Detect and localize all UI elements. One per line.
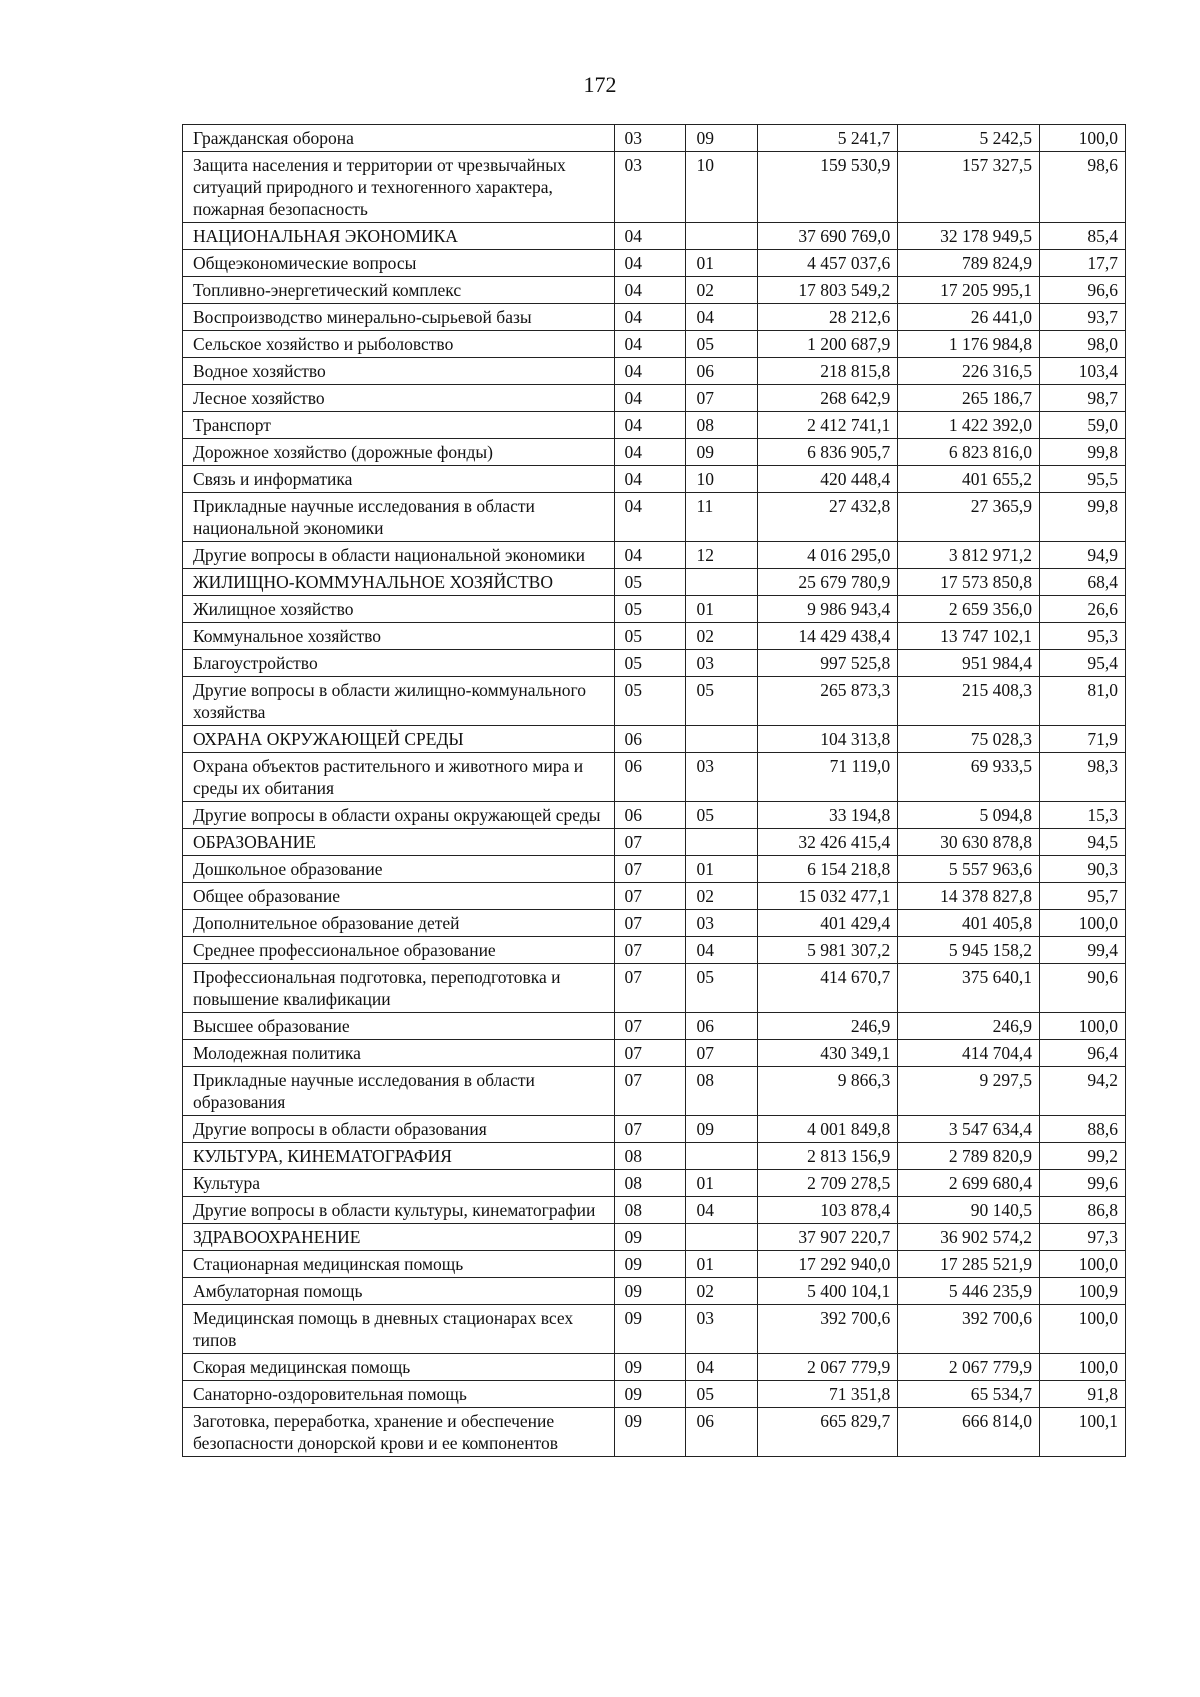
section-code-cell: 07 <box>614 1040 686 1067</box>
table-row <box>183 1354 1126 1381</box>
table-row <box>183 1408 1126 1457</box>
actual-amount-cell: 6 823 816,0 <box>898 439 1040 466</box>
planned-amount-cell: 159 530,9 <box>758 152 898 223</box>
execution-percent-cell: 68,4 <box>1040 569 1126 596</box>
table-row <box>183 677 1126 726</box>
table-row <box>183 304 1126 331</box>
planned-amount-cell: 2 709 278,5 <box>758 1170 898 1197</box>
subsection-code-cell: 03 <box>686 753 758 802</box>
execution-percent-cell: 98,6 <box>1040 152 1126 223</box>
row-name-cell: НАЦИОНАЛЬНАЯ ЭКОНОМИКА <box>183 223 615 250</box>
table-row <box>183 125 1126 152</box>
planned-amount-cell: 6 836 905,7 <box>758 439 898 466</box>
table-row <box>183 1381 1126 1408</box>
table-row <box>183 1040 1126 1067</box>
table-row <box>183 277 1126 304</box>
execution-percent-cell: 90,3 <box>1040 856 1126 883</box>
execution-percent-cell: 94,2 <box>1040 1067 1126 1116</box>
subsection-code-cell: 08 <box>686 412 758 439</box>
section-code-cell: 04 <box>614 542 686 569</box>
section-code-cell: 04 <box>614 250 686 277</box>
subsection-code-cell: 01 <box>686 596 758 623</box>
section-code-cell: 07 <box>614 856 686 883</box>
actual-amount-cell: 414 704,4 <box>898 1040 1040 1067</box>
row-name-cell: Амбулаторная помощь <box>183 1278 615 1305</box>
planned-amount-cell: 265 873,3 <box>758 677 898 726</box>
row-name-cell: Водное хозяйство <box>183 358 615 385</box>
actual-amount-cell: 246,9 <box>898 1013 1040 1040</box>
table-row <box>183 650 1126 677</box>
table-row <box>183 856 1126 883</box>
subsection-code-cell: 04 <box>686 1354 758 1381</box>
budget-table <box>182 124 1126 1457</box>
actual-amount-cell: 5 094,8 <box>898 802 1040 829</box>
section-code-cell: 07 <box>614 910 686 937</box>
row-name-cell: Заготовка, переработка, хранение и обеспечение безопасности донорской крови и ее компонентов <box>183 1408 615 1457</box>
section-code-cell: 06 <box>614 802 686 829</box>
execution-percent-cell: 91,8 <box>1040 1381 1126 1408</box>
section-code-cell: 09 <box>614 1408 686 1457</box>
section-code-cell: 09 <box>614 1305 686 1354</box>
execution-percent-cell: 15,3 <box>1040 802 1126 829</box>
execution-percent-cell: 95,3 <box>1040 623 1126 650</box>
row-name-cell: Благоустройство <box>183 650 615 677</box>
row-name-cell: Связь и информатика <box>183 466 615 493</box>
planned-amount-cell: 392 700,6 <box>758 1305 898 1354</box>
row-name-cell: Культура <box>183 1170 615 1197</box>
actual-amount-cell: 9 297,5 <box>898 1067 1040 1116</box>
row-name-cell: Другие вопросы в области жилищно-коммунального хозяйства <box>183 677 615 726</box>
actual-amount-cell: 3 547 634,4 <box>898 1116 1040 1143</box>
subsection-code-cell: 12 <box>686 542 758 569</box>
section-code-cell: 03 <box>614 152 686 223</box>
actual-amount-cell: 1 422 392,0 <box>898 412 1040 439</box>
subsection-code-cell: 06 <box>686 1013 758 1040</box>
section-code-cell: 04 <box>614 223 686 250</box>
row-name-cell: Общеэкономические вопросы <box>183 250 615 277</box>
table-row <box>183 829 1126 856</box>
planned-amount-cell: 9 986 943,4 <box>758 596 898 623</box>
planned-amount-cell: 4 001 849,8 <box>758 1116 898 1143</box>
subsection-code-cell: 05 <box>686 964 758 1013</box>
table-row <box>183 358 1126 385</box>
section-code-cell: 09 <box>614 1251 686 1278</box>
row-name-cell: Охрана объектов растительного и животного мира и среды их обитания <box>183 753 615 802</box>
row-name-cell: Защита населения и территории от чрезвычайных ситуаций природного и техногенного характера, пожарная безопасность <box>183 152 615 223</box>
execution-percent-cell: 98,7 <box>1040 385 1126 412</box>
row-name-cell: Лесное хозяйство <box>183 385 615 412</box>
planned-amount-cell: 246,9 <box>758 1013 898 1040</box>
actual-amount-cell: 401 655,2 <box>898 466 1040 493</box>
table-row <box>183 331 1126 358</box>
actual-amount-cell: 5 242,5 <box>898 125 1040 152</box>
table-row <box>183 385 1126 412</box>
row-name-cell: ОХРАНА ОКРУЖАЮЩЕЙ СРЕДЫ <box>183 726 615 753</box>
actual-amount-cell: 215 408,3 <box>898 677 1040 726</box>
execution-percent-cell: 17,7 <box>1040 250 1126 277</box>
subsection-code-cell: 06 <box>686 1408 758 1457</box>
subsection-code-cell: 05 <box>686 1381 758 1408</box>
section-code-cell: 04 <box>614 331 686 358</box>
planned-amount-cell: 268 642,9 <box>758 385 898 412</box>
actual-amount-cell: 32 178 949,5 <box>898 223 1040 250</box>
section-code-cell: 04 <box>614 466 686 493</box>
row-name-cell: Сельское хозяйство и рыболовство <box>183 331 615 358</box>
row-name-cell: Топливно-энергетический комплекс <box>183 277 615 304</box>
section-code-cell: 09 <box>614 1381 686 1408</box>
execution-percent-cell: 93,7 <box>1040 304 1126 331</box>
execution-percent-cell: 100,0 <box>1040 1251 1126 1278</box>
section-code-cell: 05 <box>614 623 686 650</box>
section-code-cell: 07 <box>614 964 686 1013</box>
actual-amount-cell: 75 028,3 <box>898 726 1040 753</box>
planned-amount-cell: 33 194,8 <box>758 802 898 829</box>
table-row <box>183 937 1126 964</box>
actual-amount-cell: 789 824,9 <box>898 250 1040 277</box>
subsection-code-cell: 02 <box>686 623 758 650</box>
planned-amount-cell: 997 525,8 <box>758 650 898 677</box>
planned-amount-cell: 71 351,8 <box>758 1381 898 1408</box>
subsection-code-cell: 04 <box>686 1197 758 1224</box>
table-row <box>183 1013 1126 1040</box>
row-name-cell: Санаторно-оздоровительная помощь <box>183 1381 615 1408</box>
subsection-code-cell: 08 <box>686 1067 758 1116</box>
section-code-cell: 03 <box>614 125 686 152</box>
section-code-cell: 09 <box>614 1224 686 1251</box>
section-code-cell: 08 <box>614 1170 686 1197</box>
section-code-cell: 07 <box>614 1067 686 1116</box>
subsection-code-cell <box>686 569 758 596</box>
actual-amount-cell: 27 365,9 <box>898 493 1040 542</box>
execution-percent-cell: 100,0 <box>1040 1305 1126 1354</box>
section-code-cell: 05 <box>614 569 686 596</box>
execution-percent-cell: 97,3 <box>1040 1224 1126 1251</box>
planned-amount-cell: 414 670,7 <box>758 964 898 1013</box>
actual-amount-cell: 375 640,1 <box>898 964 1040 1013</box>
section-code-cell: 07 <box>614 937 686 964</box>
subsection-code-cell: 03 <box>686 910 758 937</box>
execution-percent-cell: 99,6 <box>1040 1170 1126 1197</box>
table-row <box>183 493 1126 542</box>
section-code-cell: 09 <box>614 1354 686 1381</box>
execution-percent-cell: 100,0 <box>1040 1013 1126 1040</box>
row-name-cell: Жилищное хозяйство <box>183 596 615 623</box>
section-code-cell: 05 <box>614 650 686 677</box>
row-name-cell: Коммунальное хозяйство <box>183 623 615 650</box>
actual-amount-cell: 14 378 827,8 <box>898 883 1040 910</box>
actual-amount-cell: 65 534,7 <box>898 1381 1040 1408</box>
planned-amount-cell: 9 866,3 <box>758 1067 898 1116</box>
section-code-cell: 09 <box>614 1278 686 1305</box>
row-name-cell: Транспорт <box>183 412 615 439</box>
planned-amount-cell: 32 426 415,4 <box>758 829 898 856</box>
actual-amount-cell: 157 327,5 <box>898 152 1040 223</box>
table-row <box>183 910 1126 937</box>
actual-amount-cell: 401 405,8 <box>898 910 1040 937</box>
subsection-code-cell: 04 <box>686 937 758 964</box>
section-code-cell: 08 <box>614 1197 686 1224</box>
subsection-code-cell <box>686 223 758 250</box>
planned-amount-cell: 5 981 307,2 <box>758 937 898 964</box>
subsection-code-cell: 10 <box>686 152 758 223</box>
execution-percent-cell: 99,8 <box>1040 439 1126 466</box>
actual-amount-cell: 2 067 779,9 <box>898 1354 1040 1381</box>
subsection-code-cell: 07 <box>686 385 758 412</box>
planned-amount-cell: 25 679 780,9 <box>758 569 898 596</box>
table-row <box>183 1116 1126 1143</box>
section-code-cell: 07 <box>614 883 686 910</box>
execution-percent-cell: 100,0 <box>1040 125 1126 152</box>
row-name-cell: Дорожное хозяйство (дорожные фонды) <box>183 439 615 466</box>
execution-percent-cell: 99,4 <box>1040 937 1126 964</box>
subsection-code-cell: 06 <box>686 358 758 385</box>
execution-percent-cell: 95,7 <box>1040 883 1126 910</box>
subsection-code-cell: 05 <box>686 677 758 726</box>
row-name-cell: Дополнительное образование детей <box>183 910 615 937</box>
planned-amount-cell: 28 212,6 <box>758 304 898 331</box>
actual-amount-cell: 2 699 680,4 <box>898 1170 1040 1197</box>
row-name-cell: Другие вопросы в области культуры, кинематографии <box>183 1197 615 1224</box>
execution-percent-cell: 99,2 <box>1040 1143 1126 1170</box>
execution-percent-cell: 99,8 <box>1040 493 1126 542</box>
subsection-code-cell: 04 <box>686 304 758 331</box>
row-name-cell: ОБРАЗОВАНИЕ <box>183 829 615 856</box>
subsection-code-cell: 03 <box>686 650 758 677</box>
planned-amount-cell: 4 457 037,6 <box>758 250 898 277</box>
section-code-cell: 04 <box>614 277 686 304</box>
table-row <box>183 223 1126 250</box>
row-name-cell: Общее образование <box>183 883 615 910</box>
section-code-cell: 07 <box>614 1013 686 1040</box>
row-name-cell: Гражданская оборона <box>183 125 615 152</box>
table-row <box>183 152 1126 223</box>
subsection-code-cell: 01 <box>686 1251 758 1278</box>
execution-percent-cell: 98,3 <box>1040 753 1126 802</box>
table-row <box>183 802 1126 829</box>
execution-percent-cell: 98,0 <box>1040 331 1126 358</box>
subsection-code-cell: 01 <box>686 250 758 277</box>
execution-percent-cell: 94,5 <box>1040 829 1126 856</box>
execution-percent-cell: 95,5 <box>1040 466 1126 493</box>
planned-amount-cell: 4 016 295,0 <box>758 542 898 569</box>
row-name-cell: Другие вопросы в области национальной экономики <box>183 542 615 569</box>
actual-amount-cell: 30 630 878,8 <box>898 829 1040 856</box>
subsection-code-cell: 03 <box>686 1305 758 1354</box>
execution-percent-cell: 95,4 <box>1040 650 1126 677</box>
subsection-code-cell: 01 <box>686 856 758 883</box>
actual-amount-cell: 3 812 971,2 <box>898 542 1040 569</box>
planned-amount-cell: 103 878,4 <box>758 1197 898 1224</box>
section-code-cell: 05 <box>614 677 686 726</box>
planned-amount-cell: 2 067 779,9 <box>758 1354 898 1381</box>
table-row <box>183 1197 1126 1224</box>
section-code-cell: 07 <box>614 829 686 856</box>
section-code-cell: 04 <box>614 358 686 385</box>
execution-percent-cell: 88,6 <box>1040 1116 1126 1143</box>
planned-amount-cell: 37 907 220,7 <box>758 1224 898 1251</box>
section-code-cell: 04 <box>614 439 686 466</box>
row-name-cell: ЖИЛИЩНО-КОММУНАЛЬНОЕ ХОЗЯЙСТВО <box>183 569 615 596</box>
table-row <box>183 1143 1126 1170</box>
planned-amount-cell: 17 803 549,2 <box>758 277 898 304</box>
row-name-cell: Скорая медицинская помощь <box>183 1354 615 1381</box>
actual-amount-cell: 17 285 521,9 <box>898 1251 1040 1278</box>
execution-percent-cell: 86,8 <box>1040 1197 1126 1224</box>
subsection-code-cell <box>686 829 758 856</box>
planned-amount-cell: 104 313,8 <box>758 726 898 753</box>
planned-amount-cell: 5 241,7 <box>758 125 898 152</box>
table-row <box>183 1067 1126 1116</box>
table-row <box>183 466 1126 493</box>
planned-amount-cell: 37 690 769,0 <box>758 223 898 250</box>
planned-amount-cell: 430 349,1 <box>758 1040 898 1067</box>
table-row <box>183 439 1126 466</box>
table-row <box>183 250 1126 277</box>
section-code-cell: 07 <box>614 1116 686 1143</box>
section-code-cell: 04 <box>614 493 686 542</box>
actual-amount-cell: 69 933,5 <box>898 753 1040 802</box>
execution-percent-cell: 100,9 <box>1040 1278 1126 1305</box>
planned-amount-cell: 15 032 477,1 <box>758 883 898 910</box>
subsection-code-cell: 09 <box>686 439 758 466</box>
execution-percent-cell: 103,4 <box>1040 358 1126 385</box>
row-name-cell: Стационарная медицинская помощь <box>183 1251 615 1278</box>
execution-percent-cell: 100,1 <box>1040 1408 1126 1457</box>
subsection-code-cell: 02 <box>686 883 758 910</box>
actual-amount-cell: 5 945 158,2 <box>898 937 1040 964</box>
subsection-code-cell: 09 <box>686 125 758 152</box>
subsection-code-cell: 10 <box>686 466 758 493</box>
actual-amount-cell: 392 700,6 <box>898 1305 1040 1354</box>
planned-amount-cell: 14 429 438,4 <box>758 623 898 650</box>
execution-percent-cell: 100,0 <box>1040 1354 1126 1381</box>
planned-amount-cell: 6 154 218,8 <box>758 856 898 883</box>
subsection-code-cell: 02 <box>686 1278 758 1305</box>
table-row <box>183 1251 1126 1278</box>
actual-amount-cell: 5 557 963,6 <box>898 856 1040 883</box>
subsection-code-cell: 09 <box>686 1116 758 1143</box>
table-row <box>183 1278 1126 1305</box>
section-code-cell: 05 <box>614 596 686 623</box>
planned-amount-cell: 17 292 940,0 <box>758 1251 898 1278</box>
execution-percent-cell: 26,6 <box>1040 596 1126 623</box>
actual-amount-cell: 666 814,0 <box>898 1408 1040 1457</box>
section-code-cell: 04 <box>614 304 686 331</box>
subsection-code-cell: 05 <box>686 331 758 358</box>
execution-percent-cell: 100,0 <box>1040 910 1126 937</box>
execution-percent-cell: 81,0 <box>1040 677 1126 726</box>
planned-amount-cell: 665 829,7 <box>758 1408 898 1457</box>
table-row <box>183 596 1126 623</box>
execution-percent-cell: 59,0 <box>1040 412 1126 439</box>
subsection-code-cell: 01 <box>686 1170 758 1197</box>
planned-amount-cell: 1 200 687,9 <box>758 331 898 358</box>
section-code-cell: 04 <box>614 412 686 439</box>
table-row <box>183 569 1126 596</box>
planned-amount-cell: 218 815,8 <box>758 358 898 385</box>
row-name-cell: Молодежная политика <box>183 1040 615 1067</box>
row-name-cell: Другие вопросы в области охраны окружающей среды <box>183 802 615 829</box>
section-code-cell: 06 <box>614 726 686 753</box>
execution-percent-cell: 96,6 <box>1040 277 1126 304</box>
subsection-code-cell: 05 <box>686 802 758 829</box>
row-name-cell: КУЛЬТУРА, КИНЕМАТОГРАФИЯ <box>183 1143 615 1170</box>
page-number: 172 <box>583 72 617 97</box>
planned-amount-cell: 5 400 104,1 <box>758 1278 898 1305</box>
actual-amount-cell: 2 659 356,0 <box>898 596 1040 623</box>
execution-percent-cell: 71,9 <box>1040 726 1126 753</box>
subsection-code-cell: 07 <box>686 1040 758 1067</box>
table-row <box>183 753 1126 802</box>
subsection-code-cell <box>686 1224 758 1251</box>
table-row <box>183 964 1126 1013</box>
section-code-cell: 08 <box>614 1143 686 1170</box>
actual-amount-cell: 17 205 995,1 <box>898 277 1040 304</box>
table-row <box>183 623 1126 650</box>
row-name-cell: Медицинская помощь в дневных стационарах всех типов <box>183 1305 615 1354</box>
actual-amount-cell: 951 984,4 <box>898 650 1040 677</box>
subsection-code-cell: 11 <box>686 493 758 542</box>
table-row <box>183 726 1126 753</box>
table-row <box>183 883 1126 910</box>
actual-amount-cell: 226 316,5 <box>898 358 1040 385</box>
row-name-cell: Воспроизводство минерально-сырьевой базы <box>183 304 615 331</box>
execution-percent-cell: 90,6 <box>1040 964 1126 1013</box>
planned-amount-cell: 27 432,8 <box>758 493 898 542</box>
execution-percent-cell: 94,9 <box>1040 542 1126 569</box>
actual-amount-cell: 36 902 574,2 <box>898 1224 1040 1251</box>
planned-amount-cell: 71 119,0 <box>758 753 898 802</box>
planned-amount-cell: 401 429,4 <box>758 910 898 937</box>
actual-amount-cell: 2 789 820,9 <box>898 1143 1040 1170</box>
row-name-cell: Прикладные научные исследования в области национальной экономики <box>183 493 615 542</box>
actual-amount-cell: 17 573 850,8 <box>898 569 1040 596</box>
actual-amount-cell: 13 747 102,1 <box>898 623 1040 650</box>
row-name-cell: Высшее образование <box>183 1013 615 1040</box>
table-row <box>183 412 1126 439</box>
row-name-cell: Прикладные научные исследования в области образования <box>183 1067 615 1116</box>
planned-amount-cell: 2 813 156,9 <box>758 1143 898 1170</box>
actual-amount-cell: 26 441,0 <box>898 304 1040 331</box>
subsection-code-cell: 02 <box>686 277 758 304</box>
row-name-cell: ЗДРАВООХРАНЕНИЕ <box>183 1224 615 1251</box>
actual-amount-cell: 1 176 984,8 <box>898 331 1040 358</box>
table-row <box>183 1305 1126 1354</box>
section-code-cell: 06 <box>614 753 686 802</box>
planned-amount-cell: 420 448,4 <box>758 466 898 493</box>
planned-amount-cell: 2 412 741,1 <box>758 412 898 439</box>
subsection-code-cell <box>686 726 758 753</box>
row-name-cell: Среднее профессиональное образование <box>183 937 615 964</box>
execution-percent-cell: 96,4 <box>1040 1040 1126 1067</box>
section-code-cell: 04 <box>614 385 686 412</box>
budget-table-body <box>183 125 1126 1457</box>
row-name-cell: Дошкольное образование <box>183 856 615 883</box>
table-row <box>183 542 1126 569</box>
actual-amount-cell: 265 186,7 <box>898 385 1040 412</box>
row-name-cell: Другие вопросы в области образования <box>183 1116 615 1143</box>
table-row <box>183 1224 1126 1251</box>
row-name-cell: Профессиональная подготовка, переподготовка и повышение квалификации <box>183 964 615 1013</box>
table-row <box>183 1170 1126 1197</box>
actual-amount-cell: 90 140,5 <box>898 1197 1040 1224</box>
actual-amount-cell: 5 446 235,9 <box>898 1278 1040 1305</box>
execution-percent-cell: 85,4 <box>1040 223 1126 250</box>
subsection-code-cell <box>686 1143 758 1170</box>
